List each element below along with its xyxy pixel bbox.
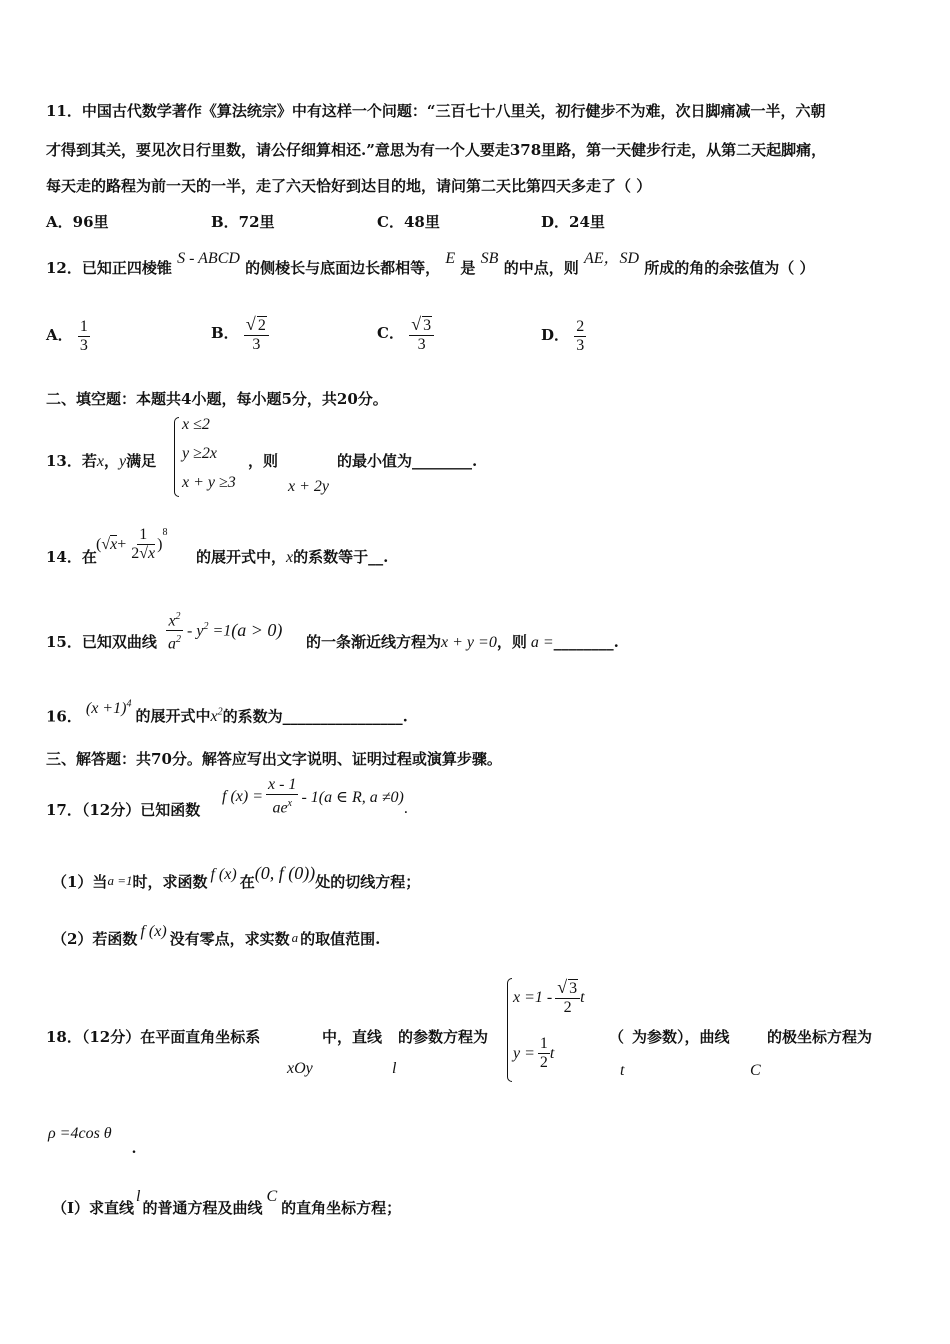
q17-part-1-text-2: 在 xyxy=(239,873,255,891)
q16-term xyxy=(210,708,222,725)
q12-option-a-num: 1 xyxy=(79,317,88,335)
q14-fraction-num: 1 xyxy=(139,526,148,543)
q15-num-exp: 2 xyxy=(175,611,181,622)
q16-term-exp: 2 xyxy=(217,707,223,718)
q16-exponent: 4 xyxy=(126,699,132,710)
q18-eq-x xyxy=(513,978,585,1017)
q14-label: 14．在 xyxy=(46,548,97,566)
q12-option-c-value xyxy=(409,315,434,354)
q18-text-2: 中，直线 xyxy=(322,1028,383,1046)
q13-comma: ， xyxy=(103,452,119,470)
q14-exponent: 8 xyxy=(162,527,168,538)
q15-then: ，则 xyxy=(496,633,527,651)
q15-frac-num xyxy=(166,608,182,631)
q11-line-2: 才得到其关，要见次日行里数，请公仔细算相还.”意思为有一个人要走378里路，第一天健步行走，从第二天起脚痛， xyxy=(46,141,827,159)
q15-num-x: x xyxy=(168,612,176,630)
q12-option-a-den: 3 xyxy=(79,336,88,354)
q18-text-4: （ xyxy=(609,1028,625,1046)
q18-eq-y-frac xyxy=(538,1035,550,1072)
q13-system-brace xyxy=(174,417,179,497)
q15-text-asymptote: 的一条渐近线方程为 xyxy=(306,633,442,651)
q18-eq-x-t: t xyxy=(580,988,585,1006)
q17-part-2-label: （2）若函数 xyxy=(52,930,138,948)
q15-label: 15．已知双曲线 xyxy=(46,633,157,651)
q18-part-1 xyxy=(52,1188,402,1219)
q12-point-e: E xyxy=(445,250,456,267)
q18-eq-y-lhs: y = xyxy=(513,1044,535,1062)
q18-system-brace xyxy=(507,978,512,1082)
q17-part-1-text-1: 时，求函数 xyxy=(132,873,208,891)
q13-text-2: 满足 xyxy=(126,452,157,470)
q18-text-6: 的极坐标方程为 xyxy=(767,1028,873,1046)
q18-part-1-C: C xyxy=(266,1188,278,1205)
q12-option-a-label: A． xyxy=(46,326,73,344)
q12-pyramid: S - ABCD xyxy=(177,250,240,267)
q15-asymptote: x + y =0 xyxy=(441,634,497,651)
q15-rest xyxy=(187,621,231,640)
q14-plus: + xyxy=(117,535,127,553)
q13-question: 的最小值为________. xyxy=(337,452,478,470)
q14-open: (√ xyxy=(96,535,111,553)
q15-text-2 xyxy=(306,632,619,653)
q18-eq-y-num: 1 xyxy=(539,1035,548,1052)
q18-curve-c: C xyxy=(750,1062,761,1079)
q18-eq-x-lhs: x =1 - xyxy=(513,988,553,1006)
q15-den-exp: 2 xyxy=(176,634,181,646)
q17-function xyxy=(222,776,408,817)
q17-end: . xyxy=(403,799,408,817)
q14-var-x: x xyxy=(286,549,294,566)
q12-option-c-num xyxy=(409,315,434,336)
q15-answer-var: a = xyxy=(530,634,554,651)
q18-param-t: t xyxy=(620,1062,625,1079)
q18-eq-y-den: 2 xyxy=(539,1054,548,1071)
q16-question: 的系数为________________. xyxy=(222,707,408,726)
q14-binomial xyxy=(96,526,167,563)
q14-text-2 xyxy=(196,547,388,568)
q17-part-2 xyxy=(52,923,381,950)
q12-text-5: 所成的角的余弦值为（ ） xyxy=(644,259,815,277)
q16-base: (x +1) xyxy=(85,700,127,718)
q12-text-2: 的侧棱长与底面边长都相等， xyxy=(245,259,441,277)
q12-option-a xyxy=(46,312,90,358)
q14-question: 的系数等于__. xyxy=(293,548,389,566)
q12-option-c-radical: √ xyxy=(411,313,422,334)
q12-lines: AE，SD xyxy=(583,250,640,267)
q14-den-x: x xyxy=(148,545,156,562)
q17-part-1-label: （1）当 xyxy=(52,873,108,891)
q17-part-1 xyxy=(52,863,421,893)
q12-text-3: 是 xyxy=(460,259,476,277)
q15-blank: ________. xyxy=(553,633,619,651)
q15-rest-eq: =1 xyxy=(208,622,232,640)
q14-close: ) xyxy=(157,535,163,553)
q17-part-1-f: f (x) xyxy=(210,866,237,883)
q18-text-5: 为参数），曲线 xyxy=(632,1028,730,1046)
q18-eq-y-t: t xyxy=(549,1044,555,1062)
q15-frac-den xyxy=(166,631,183,653)
q18-polar-end: . xyxy=(132,1140,136,1157)
q12-option-c-label: C． xyxy=(377,324,404,342)
q13-constraint-1: x ≤2 xyxy=(182,416,210,433)
q18-eq-x-num xyxy=(555,978,580,999)
q17-f-def: f (x) = xyxy=(222,787,263,805)
q18-line-l: l xyxy=(392,1060,397,1077)
q12-option-b-label: B． xyxy=(211,324,239,342)
q12-stem xyxy=(46,250,815,279)
q14-text-expansion: 的展开式中， xyxy=(196,548,287,566)
q12-edge-sb: SB xyxy=(480,250,499,267)
q14-den-coef: 2√ xyxy=(131,545,149,562)
q17-frac-den xyxy=(270,795,294,817)
section-3-heading: 三、解答题：共70分。解答应写出文字说明、证明过程或演算步骤。 xyxy=(46,750,502,768)
q12-option-d-value xyxy=(574,318,586,355)
q16-stem xyxy=(46,699,408,727)
q18-coord-system: xOy xyxy=(287,1060,313,1077)
q11-line-1: 11．中国古代数学著作《算法统宗》中有这样一个问题：“三百七十八里关，初行健步不为难，次日脚痛减一半，六朝 xyxy=(46,102,826,120)
section-2-heading: 二、填空题：本题共4小题，每小题5分，共20分。 xyxy=(46,390,388,408)
q12-option-d-num: 2 xyxy=(576,317,585,335)
q12-option-b-num xyxy=(244,315,269,336)
q12-option-c xyxy=(377,308,434,358)
q13-var-x: x xyxy=(96,453,104,470)
q15-fraction xyxy=(166,608,183,654)
q18-part-1-text-2: 的直角坐标方程； xyxy=(281,1199,402,1217)
q13-constraint-2: y ≥2x xyxy=(182,445,217,462)
q17-part-1-point: (0, f (0)) xyxy=(254,863,316,883)
q13-constraint-3: x + y ≥3 xyxy=(182,474,236,491)
q12-option-d-label: D． xyxy=(541,326,570,344)
q12-option-d xyxy=(541,312,586,358)
q17-part-1-cond: a =1 xyxy=(107,873,133,888)
q15-hyperbola xyxy=(166,608,282,654)
q13-objective: x + 2y xyxy=(288,478,329,495)
q17-den-ae: ae xyxy=(272,799,288,817)
q12-option-c-radicand: 3 xyxy=(423,316,432,334)
q17-part-2-f: f (x) xyxy=(140,923,167,940)
q12-option-b-radical: √ xyxy=(245,313,256,334)
q17-fraction xyxy=(266,776,298,817)
q18-text-3: 的参数方程为 xyxy=(398,1028,489,1046)
q12-option-b-radicand: 2 xyxy=(257,316,266,334)
q18-polar-equation: ρ =4cos θ xyxy=(48,1125,112,1142)
q18-eq-x-radical: √ xyxy=(557,977,568,997)
q14-x: x xyxy=(110,536,118,553)
q13-stem xyxy=(46,451,156,472)
q14-fraction xyxy=(129,526,157,563)
q18-label: 18．（12分）在平面直角坐标系 xyxy=(46,1028,261,1046)
q11-line-3: 每天走的路程为前一天的一半，走了六天恰好到达目的地，请问第二天比第四天多走了（ ） xyxy=(46,177,652,195)
q14-fraction-den xyxy=(129,545,157,563)
q17-part-2-text-1: 没有零点，求实数 xyxy=(169,930,290,948)
q18-eq-x-den: 2 xyxy=(563,999,572,1016)
q17-part-2-text-2: 的取值范围. xyxy=(300,930,381,948)
q17-rest: - 1(a ∈ R, a ≠0) xyxy=(301,788,404,806)
q17-label: 17．（12分）已知函数 xyxy=(46,801,201,819)
q18-part-1-text-1: 的普通方程及曲线 xyxy=(142,1199,263,1217)
q17-part-1-text-3: 处的切线方程； xyxy=(315,873,421,891)
q16-term-x: x xyxy=(210,708,218,726)
q17-frac-num: x - 1 xyxy=(268,776,297,793)
q12-option-b xyxy=(211,308,269,358)
q13-then: ，则 xyxy=(248,452,279,470)
q11-option-d: D．24里 xyxy=(541,213,605,231)
q11-option-b: B．72里 xyxy=(211,213,275,231)
q18-part-1-l: l xyxy=(136,1188,141,1205)
q12-option-a-value xyxy=(78,318,90,355)
q12-option-d-den: 3 xyxy=(576,336,585,354)
q18-part-1-label: （Ⅰ）求直线 xyxy=(52,1199,135,1217)
q15-den-a: a xyxy=(168,635,176,653)
q16-text-2: 的展开式中 xyxy=(135,707,211,726)
q12-text-4: 的中点，则 xyxy=(503,259,579,277)
q15-condition: (a > 0) xyxy=(231,620,283,641)
q13-var-y: y xyxy=(119,453,127,470)
q15-rest-exp: 2 xyxy=(203,621,209,633)
q12-option-b-den: 3 xyxy=(252,335,261,353)
q16-binomial xyxy=(86,700,132,717)
q18-eq-x-radicand: 3 xyxy=(569,980,578,997)
q11-option-c: C．48里 xyxy=(377,213,440,231)
q12-option-c-den: 3 xyxy=(417,335,426,353)
q18-eq-y xyxy=(513,1035,554,1072)
q18-eq-x-frac xyxy=(555,978,580,1017)
q16-label: 16． xyxy=(46,707,82,726)
q17-den-exp: x xyxy=(287,798,292,809)
q12-text-1: 12．已知正四棱锥 xyxy=(46,259,172,277)
q11-option-a: A．96里 xyxy=(46,213,109,231)
q15-rest-y: - y xyxy=(187,622,204,640)
q12-option-b-value xyxy=(244,315,269,354)
q13-text-1: 13．若 xyxy=(46,452,97,470)
q17-part-2-var: a xyxy=(291,930,299,945)
